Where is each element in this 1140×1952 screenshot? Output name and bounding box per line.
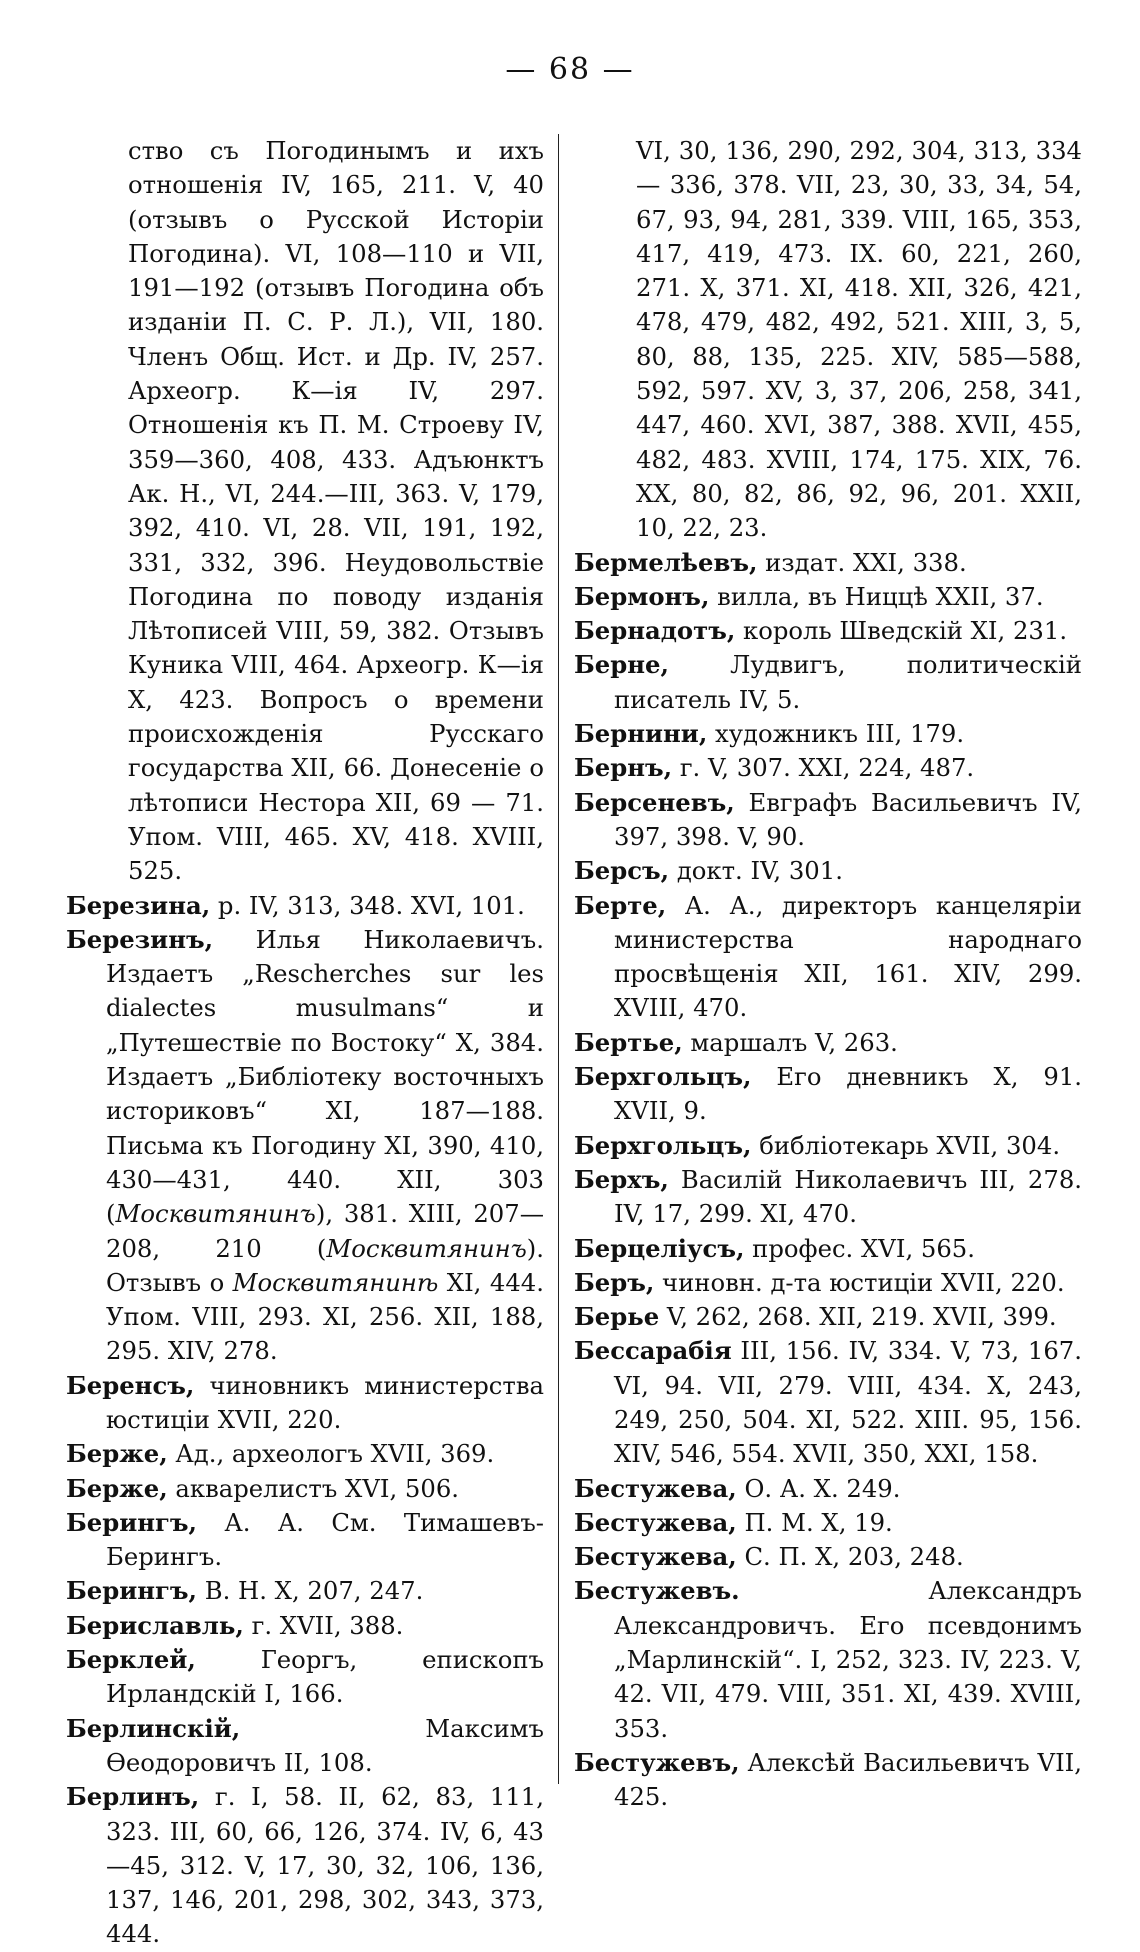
entry-text: вилла, въ Ниццѣ XXII, 37. bbox=[717, 581, 1044, 611]
entry-headword: Берлинъ, bbox=[66, 1782, 200, 1812]
entry-text: А. А., директоръ канцеляріи министерства народнаго просвѣщенія XII, 161. XIV, 299. XVIII, 470. bbox=[614, 890, 1082, 1023]
index-entry bbox=[574, 1506, 1082, 1540]
index-entry bbox=[574, 1334, 1082, 1471]
entry-text: В. Н. X, 207, 247. bbox=[204, 1576, 424, 1606]
index-entry bbox=[574, 1129, 1082, 1163]
index-entry bbox=[574, 854, 1082, 888]
entry-headword: Бестужевъ, bbox=[574, 1747, 740, 1777]
index-entry bbox=[574, 1574, 1082, 1745]
entry-text: г. V, 307. XXI, 224, 487. bbox=[679, 753, 975, 783]
entry-headword: Бестужевъ. bbox=[574, 1576, 740, 1606]
index-entry bbox=[574, 751, 1082, 785]
index-entry bbox=[66, 889, 544, 923]
index-entry-continuation bbox=[574, 134, 1082, 546]
entry-text: А. А. См. Тимашевъ-Берингъ. bbox=[106, 1507, 544, 1572]
entry-text: Илья Николаевичъ. Издаетъ „Rescherches sur les dialectes musulmans“ и „Путешествіе по Востоку“ X, 384. Издаетъ „Библіотеку восточныхъ историковъ“ XI, 187—188. Письма къ Погодину XI, 390, 410, 430—431, 440. XII, 303 bbox=[106, 924, 544, 1194]
entry-text: акварелистъ XVI, 506. bbox=[175, 1473, 460, 1503]
entry-text: V, 262, 268. XII, 219. XVII, 399. bbox=[666, 1302, 1057, 1332]
entry-text: ство съ Погодинымъ и ихъ отношенія IV, 165, 211. V, 40 (отзывъ о Русской Исторіи Погодина). VI, 108—110 и VII, 191—192 (отзывъ Погодина объ изданіи П. С. Р. Л.), VII, 180. Членъ Общ. Ист. и Др. IV, 257. Археогр. К—ія IV, 297. Отношенія къ П. М. Строеву IV, 359—360, 408, 433. Адъюнктъ Ак. Н., VI, 244.—III, 363. V, 179, 392, 410. VI, 28. VII, 191, 192, 331, 332, 396. Неудовольствіе Погодина по поводу изданія Лѣтописей VIII, 59, 382. Отзывъ Куника VIII, 464. Археогр. К—ія X, 423. Вопросъ о времени происхожденія Русскаго государства XII, 66. Донесеніе о лѣтописи Нестора XII, 69 — 71. Упом. VIII, 465. XV, 418. XVIII, 525. bbox=[128, 136, 544, 886]
entry-headword: Берцеліусъ, bbox=[574, 1233, 745, 1263]
index-entry bbox=[574, 1300, 1082, 1334]
index-entry bbox=[66, 1780, 544, 1951]
entry-text: Георгъ, епископъ Ирландскій I, 166. bbox=[106, 1645, 544, 1709]
entry-text: издат. XXI, 338. bbox=[765, 547, 967, 577]
entry-headword: Бестужева, bbox=[574, 1542, 737, 1572]
entry-text: Алексѣй Васильевичъ VII, 425. bbox=[614, 1747, 1082, 1812]
index-entry bbox=[574, 580, 1082, 614]
entry-text: ). Отзывъ о bbox=[106, 1233, 544, 1297]
index-entry bbox=[574, 1163, 1082, 1232]
index-entry bbox=[574, 1232, 1082, 1266]
entry-text: III, 156. IV, 334. V, 73, 167. VI, 94. VII, 279. VIII, 434. X, 243, 249, 250, 504. XI, 522. XIII. 95, 156. XIV, 546, 554. XVII, 350, XXI, 158. bbox=[614, 1336, 1082, 1469]
entry-headword: Берингъ, bbox=[66, 1507, 197, 1537]
index-entry bbox=[66, 1369, 544, 1438]
entry-headword: Берлинскій, bbox=[66, 1713, 241, 1743]
entry-headword: Берже, bbox=[66, 1439, 168, 1469]
entry-headword: Бестужева, bbox=[574, 1473, 737, 1503]
entry-headword: Берхгольцъ, bbox=[574, 1130, 752, 1160]
entry-headword: Бериславль, bbox=[66, 1610, 244, 1640]
entry-headword: Беръ, bbox=[574, 1267, 655, 1297]
entry-text: г. I, 58. II, 62, 83, 111, 323. III, 60, 66, 126, 374. IV, 6, 43—45, 312. V, 17, 30, 32, 106, 136, 137, 146, 201, 298, 302, 343, 373, 444. bbox=[106, 1782, 544, 1949]
page-number: — 68 — bbox=[505, 52, 635, 87]
entry-text: ), 381. XIII, 207— 208, 210 ( bbox=[106, 1199, 544, 1263]
entry-text: XI, 444. Упом. VIII, 293. XI, 256. XII, 188, 295. XIV, 278. bbox=[106, 1267, 544, 1366]
entry-text: Евграфъ Васильевичъ IV, 397, 398. V, 90. bbox=[614, 787, 1082, 851]
entry-headword: Беренсъ, bbox=[66, 1370, 195, 1400]
entry-text: чиновн. д-та юстиціи XVII, 220. bbox=[662, 1267, 1065, 1297]
index-entry bbox=[574, 1060, 1082, 1129]
entry-headword: Берне, bbox=[574, 650, 669, 680]
entry-text: профес. XVI, 565. bbox=[752, 1233, 975, 1263]
entry-headword: Берхъ, bbox=[574, 1164, 669, 1194]
entry-text: р. IV, 313, 348. XVI, 101. bbox=[217, 890, 525, 920]
left-column bbox=[66, 134, 544, 1952]
entry-text: Ад., археологъ XVII, 369. bbox=[175, 1439, 495, 1469]
entry-headword: Бермонъ, bbox=[574, 581, 710, 611]
index-entry bbox=[66, 1472, 544, 1506]
entry-text: чиновникъ министерства юстиціи XVII, 220. bbox=[106, 1370, 544, 1434]
entry-text: С. П. X, 203, 248. bbox=[744, 1542, 964, 1572]
entry-text: Его дневникъ X, 91. XVII, 9. bbox=[614, 1062, 1082, 1126]
entry-headword: Берсъ, bbox=[574, 856, 670, 886]
entry-headword: Берсеневъ, bbox=[574, 787, 735, 817]
index-entry: Березинъ, Илья Николаевичъ. Издаетъ „Rescherches sur les dialectes musulmans“ и „Путешествіе по Востоку“ X, 384. Издаетъ „Библіотеку восточныхъ историковъ“ XI, 187—188. Письма къ Погодину XI, 390, 410, 430—431, 440. XII, 303 (Москвитянинъ), 381. XIII, 207— 208, 210 (Москвитянинъ). Отзывъ о Москвитянинѣ XI, 444. Упом. VIII, 293. XI, 256. XII, 188, 295. XIV, 278. bbox=[66, 924, 544, 1366]
index-entry bbox=[574, 1472, 1082, 1506]
entry-headword: Берклей, bbox=[66, 1645, 196, 1675]
index-entry bbox=[574, 546, 1082, 580]
index-entry bbox=[574, 1266, 1082, 1300]
entry-text: VI, 30, 136, 290, 292, 304, 313, 334— 336, 378. VII, 23, 30, 33, 34, 54, 67, 93, 94, 281, 339. VIII, 165, 353, 417, 419, 473. IX. 60, 221, 260, 271. X, 371. XI, 418. XII, 326, 421, 478, 479, 482, 492, 521. XIII, 3, 5, 80, 88, 135, 225. XIV, 585—588, 592, 597. XV, 3, 37, 206, 258, 341, 447, 460. XVI, 387, 388. XVII, 455, 482, 483. XVIII, 174, 175. XIX, 76. XX, 80, 82, 86, 92, 96, 201. XXII, 10, 22, 23. bbox=[636, 136, 1082, 543]
entry-text: Максимъ Ѳеодоровичъ II, 108. bbox=[106, 1713, 544, 1777]
entry-headword: Бернъ, bbox=[574, 753, 673, 783]
entry-italic: Москвитянинѣ bbox=[232, 1267, 439, 1297]
index-entry bbox=[66, 1712, 544, 1781]
index-entry bbox=[574, 717, 1082, 751]
entry-headword: Бестужева, bbox=[574, 1507, 737, 1537]
entry-text: король Шведскій XI, 231. bbox=[743, 616, 1068, 646]
index-entry bbox=[574, 1540, 1082, 1574]
index-entry-continuation bbox=[66, 134, 544, 889]
entry-headword: Берье bbox=[574, 1302, 660, 1332]
entry-headword: Березинъ, bbox=[66, 924, 214, 954]
index-entry bbox=[66, 1574, 544, 1608]
entry-text: докт. IV, 301. bbox=[676, 856, 843, 886]
index-entry bbox=[66, 1643, 544, 1712]
entry-text: г. XVII, 388. bbox=[251, 1610, 404, 1640]
entry-headword: Берте, bbox=[574, 890, 667, 920]
entry-text: Лудвигъ, политическій писатель IV, 5. bbox=[614, 650, 1082, 714]
entry-text: П. М. X, 19. bbox=[744, 1507, 893, 1537]
entry-italic: Москвитянинъ bbox=[326, 1233, 527, 1263]
entry-headword: Берингъ, bbox=[66, 1576, 197, 1606]
entry-headword: Берхгольцъ, bbox=[574, 1062, 752, 1092]
index-entry bbox=[574, 648, 1082, 717]
entry-headword: Бернадотъ, bbox=[574, 616, 736, 646]
index-entry bbox=[66, 1506, 544, 1575]
index-entry bbox=[574, 1026, 1082, 1060]
entry-text: библіотекарь XVII, 304. bbox=[759, 1130, 1061, 1160]
entry-headword: Бернини, bbox=[574, 719, 708, 749]
entry-headword: Бертье, bbox=[574, 1027, 683, 1057]
entry-headword: Берже, bbox=[66, 1473, 168, 1503]
entry-text: художникъ III, 179. bbox=[715, 719, 965, 749]
entry-headword: Березина, bbox=[66, 890, 211, 920]
index-entry bbox=[574, 614, 1082, 648]
entry-text: Василій Николаевичъ III, 278. IV, 17, 299. XI, 470. bbox=[614, 1164, 1082, 1229]
entry-headword: Бермелѣевъ, bbox=[574, 547, 758, 577]
index-entry bbox=[574, 1746, 1082, 1815]
right-column bbox=[574, 134, 1082, 1815]
index-entry bbox=[66, 1437, 544, 1471]
entry-text: О. А. X. 249. bbox=[744, 1473, 901, 1503]
index-entry bbox=[574, 786, 1082, 855]
entry-text: Александръ Александровичъ. Его псевдонимъ „Марлинскій“. I, 252, 323. IV, 223. V, 42. VII, 479. VIII, 351. XI, 439. XVIII, 353. bbox=[614, 1576, 1082, 1743]
entry-italic: Москвитянинъ bbox=[115, 1199, 316, 1229]
entry-text: маршалъ V, 263. bbox=[690, 1027, 898, 1057]
column-divider bbox=[558, 134, 559, 1784]
index-entry bbox=[66, 1609, 544, 1643]
entry-headword: Бессарабія bbox=[574, 1336, 732, 1366]
index-entry bbox=[574, 889, 1082, 1026]
